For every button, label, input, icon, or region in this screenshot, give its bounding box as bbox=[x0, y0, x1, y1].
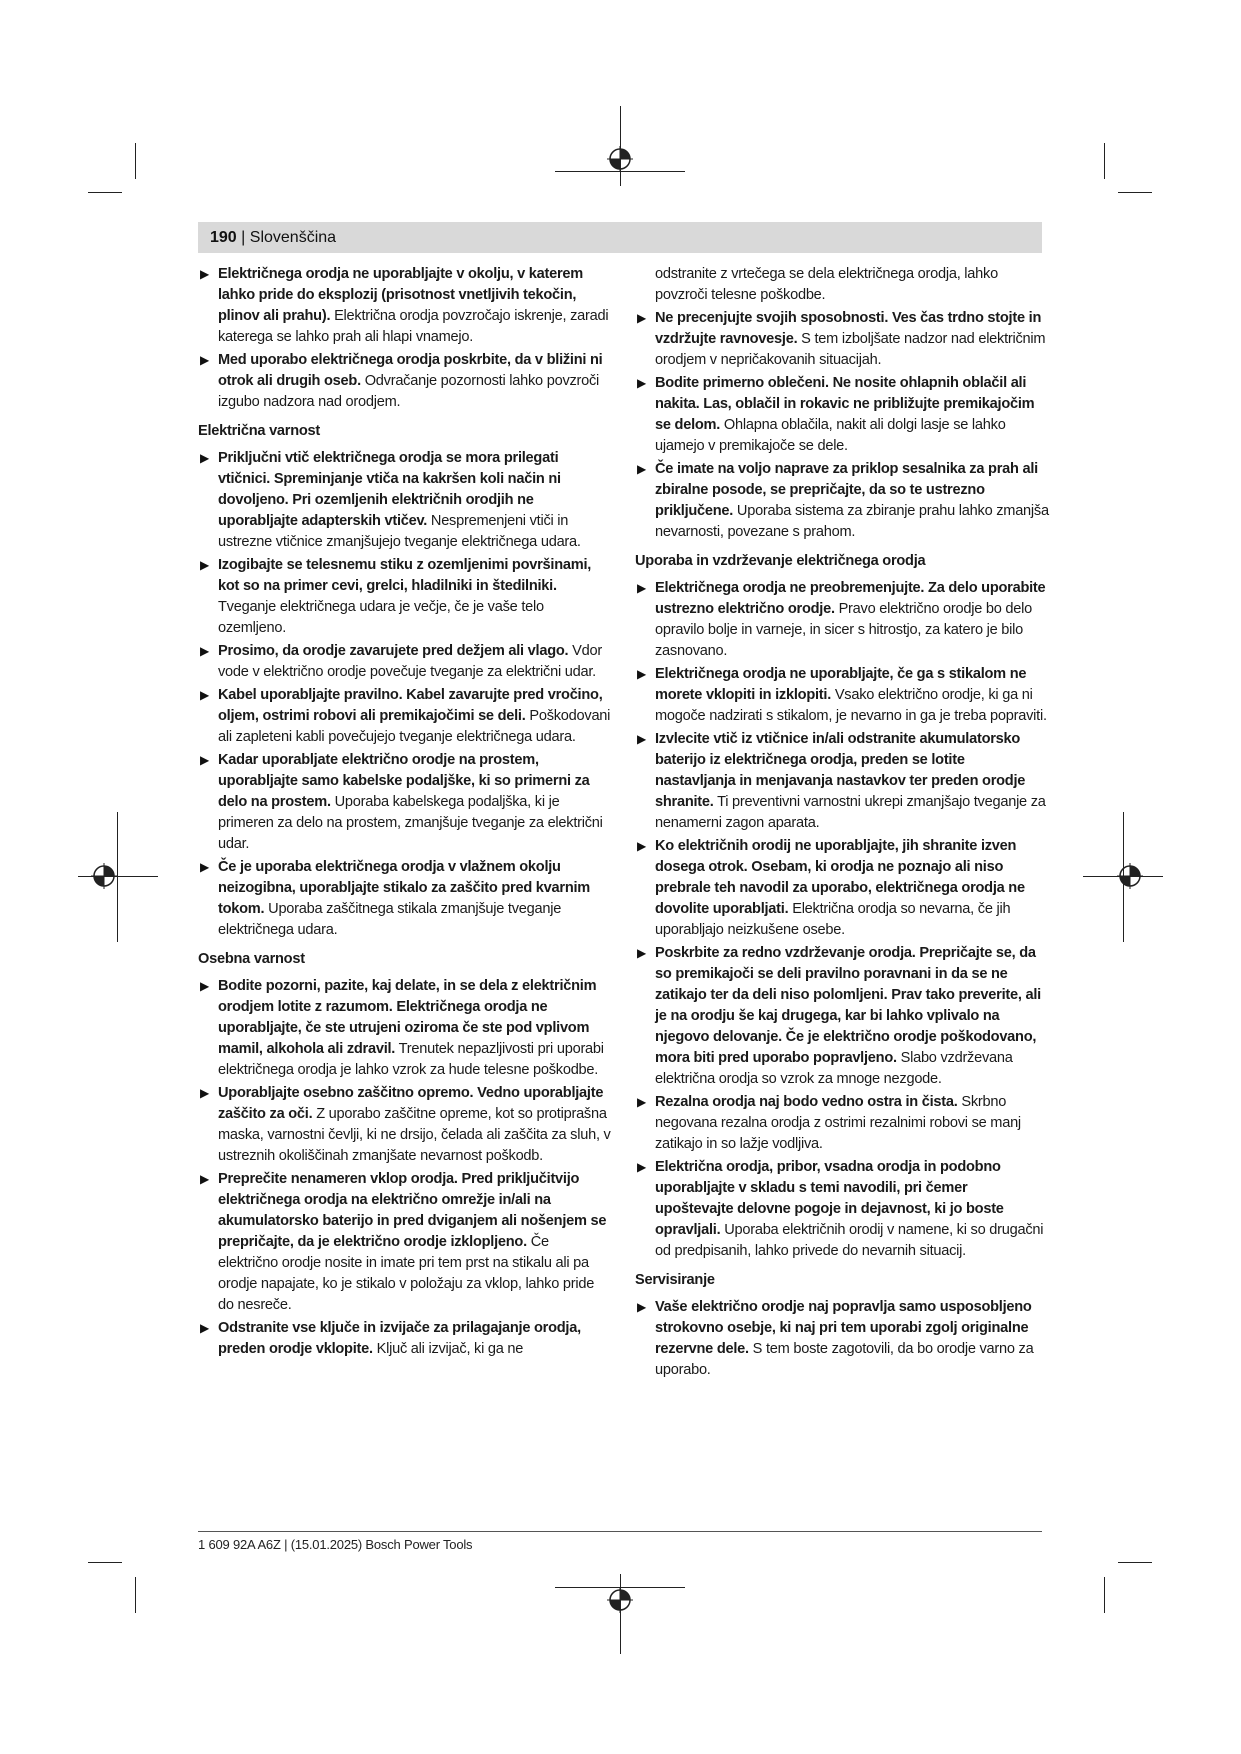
list-item bbox=[198, 264, 611, 348]
item-instruction: Izvlecite vtič iz vtičnice in/ali odstranite akumulatorsko baterijo iz električnega orodja, preden se lotite nastavljanja in menjavanja nastavkov ter preden orodje shranite. bbox=[655, 731, 1026, 810]
item-explanation: Uporaba električnih orodij v namene, ki so drugačni od predpisanih, lahko privede do nevarnih situacij. bbox=[655, 1222, 1044, 1259]
crop-mark-top-right-v bbox=[1104, 143, 1105, 179]
item-instruction: Kabel uporabljajte pravilno. Kabel zavarujte pred vročino, oljem, ostrimi robovi ali premikajočimi se deli. bbox=[218, 687, 603, 724]
page-number: 190 bbox=[210, 228, 237, 246]
list-item bbox=[198, 1318, 611, 1360]
list-item bbox=[635, 578, 1049, 662]
bullet-arrow-icon: ▶ bbox=[637, 1095, 646, 1109]
list-item bbox=[198, 857, 611, 941]
registration-mark-top-icon bbox=[607, 146, 633, 172]
list-item bbox=[635, 308, 1049, 371]
item-explanation: Trenutek nepazljivosti pri uporabi električnega orodja je lahko vzrok za hude telesne poškodbe. bbox=[218, 1041, 604, 1078]
list-item bbox=[635, 373, 1049, 457]
section-heading: Uporaba in vzdrževanje električnega orodja bbox=[635, 553, 926, 569]
bullet-arrow-icon: ▶ bbox=[200, 451, 209, 465]
list-item bbox=[635, 1297, 1049, 1381]
list-item bbox=[198, 976, 611, 1081]
item-explanation: Vsako električno orodje, ki ga ni mogoče nadzirati s stikalom, je nevarno in ga je treba popraviti. bbox=[655, 687, 1047, 724]
registration-line-left-h bbox=[78, 876, 158, 877]
bullet-arrow-icon: ▶ bbox=[200, 753, 209, 767]
item-explanation: Uporaba kabelskega podaljška, ki je primeren za delo na prostem, zmanjšuje tveganje za električni udar. bbox=[218, 794, 603, 852]
crop-mark-top-left-v bbox=[135, 143, 136, 179]
item-explanation: Ključ ali izvijač, ki ga ne bbox=[372, 1341, 524, 1357]
crop-mark-bottom-left-h bbox=[88, 1562, 122, 1563]
registration-mark-bottom-icon bbox=[607, 1587, 633, 1613]
list-item bbox=[635, 664, 1049, 727]
bullet-arrow-icon: ▶ bbox=[637, 1160, 646, 1174]
item-explanation: Poškodovani ali zapleteni kabli povečujejo tveganje električnega udara. bbox=[218, 708, 611, 745]
crop-mark-bottom-left-v bbox=[135, 1577, 136, 1613]
right-column bbox=[635, 264, 1049, 1383]
list-item bbox=[635, 836, 1049, 941]
item-explanation: Z uporabo zaščitne opreme, kot so protiprašna maska, varnostni čevlji, ki ne drsijo, čelada ali zaščita za sluh, v ustreznih okoliščinah zmanjšate nevarnost poškodb. bbox=[218, 1106, 611, 1164]
item-instruction: Električnega orodja ne preobremenjujte. Za delo uporabite ustrezno električno orodje. bbox=[655, 580, 1046, 617]
list-item bbox=[635, 459, 1049, 543]
item-instruction: Uporabljajte osebno zaščitno opremo. Vedno uporabljajte zaščito za oči. bbox=[218, 1085, 604, 1122]
item-instruction: Ne precenjujte svojih sposobnosti. Ves čas trdno stojte in vzdržujte ravnovesje. bbox=[655, 310, 1042, 347]
item-explanation: Tveganje električnega udara je večje, če je vaše telo ozemljeno. bbox=[218, 599, 544, 636]
list-item bbox=[635, 729, 1049, 834]
item-instruction: Kadar uporabljate električno orodje na prostem, uporabljajte samo kabelske podaljške, ki so primerni za delo na prostem. bbox=[218, 752, 590, 810]
item-instruction: Odstranite vse ključe in izvijače za prilagajanje orodja, preden orodje vklopite. bbox=[218, 1320, 581, 1357]
item-explanation: Vdor vode v električno orodje povečuje tveganje za električni udar. bbox=[218, 643, 602, 680]
bullet-arrow-icon: ▶ bbox=[637, 376, 646, 390]
item-instruction: Če je uporaba električnega orodja v vlažnem okolju neizogibna, uporabljajte stikalo za zaščito pred kvarnim tokom. bbox=[218, 859, 591, 917]
bullet-arrow-icon: ▶ bbox=[200, 558, 209, 572]
bullet-arrow-icon: ▶ bbox=[637, 946, 646, 960]
item-instruction: Električna orodja, pribor, vsadna orodja in podobno uporabljajte v skladu s temi navodili, pri čemer upoštevajte delovne pogoje in dejavnost, ki jo boste opravljali. bbox=[655, 1159, 1004, 1238]
list-item bbox=[198, 350, 611, 413]
item-explanation: Uporaba zaščitnega stikala zmanjšuje tveganje električnega udara. bbox=[218, 901, 562, 938]
list-item bbox=[635, 1157, 1049, 1262]
bullet-arrow-icon: ▶ bbox=[200, 1321, 209, 1335]
bullet-arrow-icon: ▶ bbox=[200, 688, 209, 702]
item-instruction: Električnega orodja ne uporabljajte, če ga s stikalom ne morete vklopiti in izklopiti. bbox=[655, 666, 1027, 703]
section-heading: Servisiranje bbox=[635, 1272, 715, 1288]
crop-mark-top-left-h bbox=[88, 192, 122, 193]
registration-mark-left-icon bbox=[91, 863, 117, 889]
bullet-arrow-icon: ▶ bbox=[637, 581, 646, 595]
bullet-arrow-icon: ▶ bbox=[637, 839, 646, 853]
list-item bbox=[198, 1169, 611, 1316]
item-instruction: Električnega orodja ne uporabljajte v okolju, v katerem lahko pride do eksplozij (prisotnost vnetljivih tekočin, plinov ali prahu). bbox=[218, 266, 583, 324]
crop-mark-top-right-h bbox=[1118, 192, 1152, 193]
item-explanation: S tem boste zagotovili, da bo orodje varno za uporabo. bbox=[655, 1341, 1034, 1378]
item-explanation: Skrbno negovana rezalna orodja z ostrimi rezalnimi robovi se manj zatikajo in so lažje vodljiva. bbox=[655, 1094, 1021, 1152]
item-instruction: Rezalna orodja naj bodo vedno ostra in čista. bbox=[655, 1094, 958, 1110]
item-instruction: Bodite primerno oblečeni. Ne nosite ohlapnih oblačil ali nakita. Las, oblačil in rokavic ne približujte premikajočim se delom. bbox=[655, 375, 1035, 433]
item-instruction: Preprečite nenameren vklop orodja. Pred priključitvijo električnega orodja na električno omrežje in/ali na akumulatorsko baterijo in pred dviganjem ali nošenjem se prepričajte, da je električno orodje izklopljeno. bbox=[218, 1171, 607, 1250]
bullet-arrow-icon: ▶ bbox=[200, 353, 209, 367]
bullet-arrow-icon: ▶ bbox=[200, 1172, 209, 1186]
list-item bbox=[198, 448, 611, 553]
item-instruction: Če imate na voljo naprave za priklop sesalnika za prah ali zbiralne posode, se prepričajte, da so te ustrezno priključene. bbox=[655, 461, 1038, 519]
item-explanation: Električna orodja povzročajo iskrenje, zaradi katerega se lahko prah ali hlapi vnamejo. bbox=[218, 308, 609, 345]
item-explanation: Pravo električno orodje bo delo opravilo bolje in varneje, in sicer s hitrostjo, za katero je bilo zasnovano. bbox=[655, 601, 1033, 659]
item-explanation: Nespremenjeni vtiči in ustrezne vtičnice zmanjšujejo tveganje električnega udara. bbox=[218, 513, 581, 550]
list-item bbox=[198, 750, 611, 855]
item-explanation: Električna orodja so nevarna, če jih uporabljajo neizkušene osebe. bbox=[655, 901, 1011, 938]
bullet-arrow-icon: ▶ bbox=[200, 644, 209, 658]
bullet-arrow-icon: ▶ bbox=[200, 267, 209, 281]
section-heading: Električna varnost bbox=[198, 423, 321, 439]
bullet-arrow-icon: ▶ bbox=[637, 1300, 646, 1314]
list-item bbox=[198, 1083, 611, 1167]
footer-text: 1 609 92A A6Z | (15.01.2025) Bosch Power Tools bbox=[198, 1537, 473, 1552]
footer-rule bbox=[198, 1531, 1042, 1532]
item-explanation: S tem izboljšate nadzor nad električnim orodjem v nepričakovanih situacijah. bbox=[655, 331, 1046, 368]
bullet-arrow-icon: ▶ bbox=[637, 311, 646, 325]
item-explanation: Ti preventivni varnostni ukrepi zmanjšajo tveganje za nenamerni zagon aparata. bbox=[655, 794, 1046, 831]
registration-line-bottom-v bbox=[620, 1574, 621, 1654]
crop-mark-bottom-right-v bbox=[1104, 1577, 1105, 1613]
item-instruction: Med uporabo električnega orodja poskrbite, da v bližini ni otrok ali drugih oseb. bbox=[218, 352, 603, 389]
item-instruction: Ko električnih orodij ne uporabljajte, jih shranite izven dosega otrok. Osebam, ki orodja ne poznajo ali niso prebrale teh navodil za uporabo, električnega orodja ne dovolite uporabljati. bbox=[655, 838, 1025, 917]
item-explanation: Odvračanje pozornosti lahko povzroči izgubo nadzora nad orodjem. bbox=[218, 373, 600, 410]
item-explanation: Če električno orodje nosite in imate pri tem prst na stikalu ali pa orodje napajate, ko je stikalo v položaju za vklop, lahko pride do nesreče. bbox=[218, 1234, 595, 1313]
section-heading: Osebna varnost bbox=[198, 951, 305, 967]
bullet-arrow-icon: ▶ bbox=[637, 667, 646, 681]
registration-line-left-v bbox=[117, 812, 118, 942]
paragraph-continuation: odstranite z vrtečega se dela električnega orodja, lahko povzroči telesne poškodbe. bbox=[655, 266, 998, 303]
bullet-arrow-icon: ▶ bbox=[200, 860, 209, 874]
left-column bbox=[198, 264, 611, 1362]
list-item bbox=[198, 685, 611, 748]
item-instruction: Priključni vtič električnega orodja se mora prilegati vtičnici. Spreminjanje vtiča na kakršen koli način ni dovoljeno. Pri ozemljenih električnih orodjih ne uporabljajte adapterskih vtičev. bbox=[218, 450, 561, 529]
bullet-arrow-icon: ▶ bbox=[637, 462, 646, 476]
registration-mark-right-icon bbox=[1117, 863, 1143, 889]
list-item bbox=[198, 641, 611, 683]
header-separator: | bbox=[241, 228, 246, 246]
item-explanation: Slabo vzdrževana električna orodja so vzrok za mnoge nezgode. bbox=[655, 1050, 1013, 1087]
item-instruction: Izogibajte se telesnemu stiku z ozemljenimi površinami, kot so na primer cevi, grelci, hladilniki in štedilniki. bbox=[218, 557, 592, 594]
header-text bbox=[210, 229, 336, 247]
crop-mark-bottom-right-h bbox=[1118, 1562, 1152, 1563]
item-explanation: Uporaba sistema za zbiranje prahu lahko zmanjša nevarnosti, povezane s prahom. bbox=[655, 503, 1049, 540]
list-item bbox=[635, 1092, 1049, 1155]
item-instruction: Bodite pozorni, pazite, kaj delate, in se dela z električnim orodjem lotite z razumom. Električnega orodja ne uporabljajte, če ste utrujeni oziroma če ste pod vplivom mamil, alkohola ali zdravil. bbox=[218, 978, 597, 1057]
bullet-arrow-icon: ▶ bbox=[200, 979, 209, 993]
page-header bbox=[198, 222, 1042, 253]
bullet-arrow-icon: ▶ bbox=[637, 732, 646, 746]
item-instruction: Vaše električno orodje naj popravlja samo usposobljeno strokovno osebje, ki naj pri tem uporabi zgolj originalne rezervne dele. bbox=[655, 1299, 1032, 1357]
bullet-arrow-icon: ▶ bbox=[200, 1086, 209, 1100]
list-item bbox=[635, 943, 1049, 1090]
header-language: Slovenščina bbox=[249, 228, 337, 246]
item-explanation: Ohlapna oblačila, nakit ali dolgi lasje se lahko ujamejo v premikajoče se dele. bbox=[655, 417, 1006, 454]
item-instruction: Poskrbite za redno vzdrževanje orodja. Prepričajte se, da so premikajoči se deli pravilno poravnani in da se ne zatikajo ter da deli niso polomljeni. Prav tako preverite, ali je na orodju še kaj drugega, kar bi lahko vplivalo na njegovo delovanje. Če je električno orodje poškodovano, mora biti pred uporabo popravljeno. bbox=[655, 945, 1041, 1066]
list-item bbox=[198, 555, 611, 639]
item-instruction: Prosimo, da orodje zavarujete pred dežjem ali vlago. bbox=[218, 643, 569, 659]
